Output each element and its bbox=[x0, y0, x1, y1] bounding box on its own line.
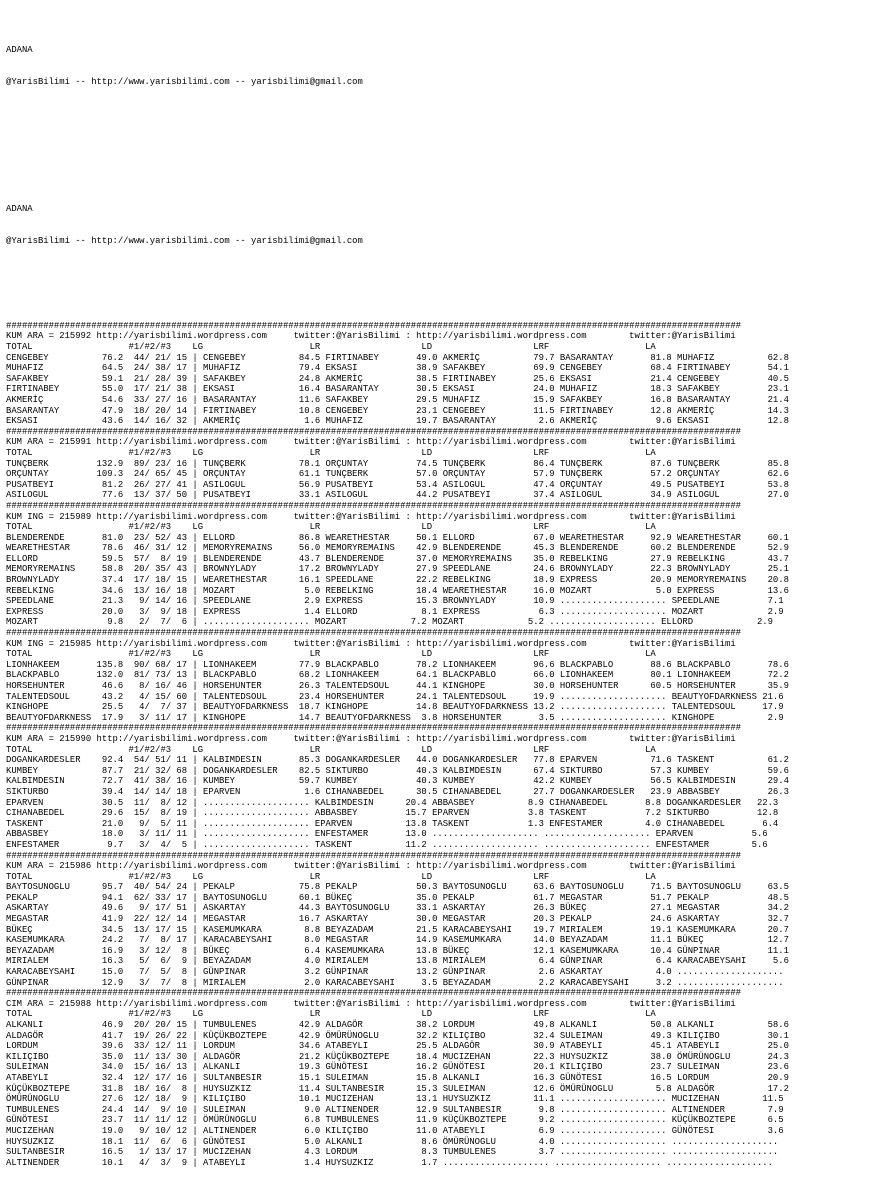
table-row: BROWNYLADY 37.4 17/ 18/ 15 | WEARETHESTAR 16.1 SPEEDLANE 22.2 REBELKING 18.9 EXPRESS 20.9 MEMORYREMAINS 20.8 bbox=[6, 575, 789, 586]
race-section bbox=[6, 321, 884, 427]
table-row: BEYAZADAM 16.9 3/ 12/ 8 | BÜKEÇ 6.4 KASEMUMKARA 13.8 BÜKEÇ 12.1 KASEMUMKARA 10.4 GÜNPINAR 11.1 bbox=[6, 945, 789, 956]
table-row: ASILOGUL 77.6 13/ 37/ 50 | PUSATBEYI 33.1 ASILOGUL 44.2 PUSATBEYI 37.4 ASILOGUL 34.9 ASILOGUL 27.0 bbox=[6, 490, 789, 501]
table-row: GÜNÖTESI 23.7 11/ 11/ 12 | ÖMÜRÜNOGLU 6.8 TUMBULENES 11.9 KÜÇÜKBOZTEPE 9.2 .................... KÜÇÜKBOZTEPE 6.5 bbox=[6, 1115, 784, 1126]
table-row: BÜKEÇ 34.5 13/ 17/ 15 | KASEMUMKARA 8.8 BEYAZADAM 21.5 KARACABEYSAHI 19.7 MIRIALEM 19.1 KASEMUMKARA 20.7 bbox=[6, 924, 789, 935]
column-header-line: TOTAL #1/#2/#3 LG LR LD LRF LA bbox=[6, 871, 656, 882]
race-section bbox=[6, 988, 884, 1168]
table-row: LORDUM 39.6 33/ 12/ 11 | LORDUM 34.6 ATABEYLI 25.5 ALDAGÖR 30.9 ATABEYLI 45.1 ATABEYLI 25.0 bbox=[6, 1041, 789, 1052]
table-row: CENGEBEY 76.2 44/ 21/ 15 | CENGEBEY 84.5 FIRTINABEY 49.0 AKMERİÇ 79.7 BASARANTAY 81.8 MUHAFIZ 62.8 bbox=[6, 352, 789, 363]
table-row: ENFESTAMER 9.7 3/ 4/ 5 | .................... TASKENT 11.2 .................... .................... ENFESTAMER 5.6 bbox=[6, 839, 768, 850]
table-row: BLENDERENDE 81.0 23/ 52/ 43 | ELLORD 86.8 WEARETHESTAR 50.1 ELLORD 67.0 WEARETHESTAR 92.9 WEARETHESTAR 60.1 bbox=[6, 532, 789, 543]
table-row: GÜNPINAR 12.9 3/ 7/ 8 | MIRIALEM 2.0 KARACABEYSAHI 3.5 BEYAZADAM 2.2 KARACABEYSAHI 3.2 .................... bbox=[6, 977, 784, 988]
race-header-line: KUM ARA = 215991 http://yarisbilimi.wordpress.com twitter:@YarisBilimi : http://yarisbilimi.wordpress.com twitter:@YarisBilimi bbox=[6, 437, 736, 448]
race-sections bbox=[6, 321, 884, 1169]
table-row: BASARANTAY 47.9 18/ 20/ 14 | FIRTINABEY 10.8 CENGEBEY 23.1 CENGEBEY 11.5 FIRTINABEY 12.8 AKMERİÇ 14.3 bbox=[6, 405, 789, 416]
table-row: EPARVEN 30.5 11/ 8/ 12 | .................... KALBIMDESIN 20.4 ABBASBEY 8.9 CIHANABEDEL 8.8 DOGANKARDESLER 22.3 bbox=[6, 797, 779, 808]
column-header-line: TOTAL #1/#2/#3 LG LR LD LRF LA bbox=[6, 744, 656, 755]
table-row: TUMBULENES 24.4 14/ 9/ 10 | SULEIMAN 9.0 ALTINENDER 12.9 SULTANBESIR 9.8 .................... ALTINENDER 7.9 bbox=[6, 1104, 784, 1115]
race-header-line: KUM ING = 215989 http://yarisbilimi.wordpress.com twitter:@YarisBilimi : http://yarisbilimi.wordpress.com twitter:@YarisBilimi bbox=[6, 511, 736, 522]
table-row: BEAUTYOFDARKNESS 17.9 3/ 11/ 17 | KINGHOPE 14.7 BEAUTYOFDARKNESS 3.8 HORSEHUNTER 3.5 .................... KINGHOPE 2.9 bbox=[6, 712, 784, 723]
table-row: MUHAFIZ 64.5 24/ 38/ 17 | MUHAFIZ 79.4 EKSASI 38.9 SAFAKBEY 69.9 CENGEBEY 68.4 FIRTINABEY 54.1 bbox=[6, 363, 789, 374]
separator-line: ########################################################################################################################################## bbox=[6, 500, 741, 511]
column-header-line: TOTAL #1/#2/#3 LG LR LD LRF LA bbox=[6, 649, 656, 660]
table-row: TASKENT 21.0 9/ 5/ 11 | .................... EPARVEN 13.8 TASKENT 1.3 ENFESTAMER 4.0 CIHANABEDEL 6.4 bbox=[6, 818, 779, 829]
table-row: REBELKING 34.6 13/ 16/ 18 | MOZART 5.0 REBELKING 18.4 WEARETHESTAR 16.0 MOZART 5.0 EXPRESS 13.6 bbox=[6, 585, 789, 596]
table-row: TALENTEDSOUL 43.2 4/ 15/ 60 | TALENTEDSOUL 23.4 HORSEHUNTER 24.1 TALENTEDSOUL 19.9 .................... BEAUTYOFDARKNESS 21.6 bbox=[6, 691, 784, 702]
race-section bbox=[6, 628, 884, 723]
table-row: KARACABEYSAHI 15.0 7/ 5/ 8 | GÜNPINAR 3.2 GÜNPINAR 13.2 GÜNPINAR 2.6 ASKARTAY 4.0 .................... bbox=[6, 967, 784, 978]
table-row: EKSASI 43.6 14/ 16/ 32 | AKMERİÇ 1.6 MUHAFIZ 19.7 BASARANTAY 2.6 AKMERİÇ 9.6 EKSASI 12.8 bbox=[6, 416, 789, 427]
race-header-line: KUM ING = 215985 http://yarisbilimi.wordpress.com twitter:@YarisBilimi : http://yarisbilimi.wordpress.com twitter:@YarisBilimi bbox=[6, 638, 736, 649]
table-row: ABBASBEY 18.0 3/ 11/ 11 | .................... ENFESTAMER 13.0 .................... .................... EPARVEN 5.6 bbox=[6, 829, 768, 840]
blank-line bbox=[6, 268, 884, 279]
table-row: KASEMUMKARA 24.2 7/ 8/ 17 | KARACABEYSAHI 8.0 MEGASTAR 14.9 KASEMUMKARA 14.0 BEYAZADAM 11.1 BÜKEÇ 12.7 bbox=[6, 935, 789, 946]
column-header-line: TOTAL #1/#2/#3 LG LR LD LRF LA bbox=[6, 342, 656, 352]
separator-line: ########################################################################################################################################## bbox=[6, 628, 741, 639]
table-row: SIKTURBO 39.4 14/ 14/ 18 | EPARVEN 1.6 CIHANABEDEL 30.5 CIHANABEDEL 27.7 DOGANKARDESLER 23.9 ABBASBEY 26.3 bbox=[6, 786, 789, 797]
race-section bbox=[6, 501, 884, 628]
table-row: KINGHOPE 25.5 4/ 7/ 37 | BEAUTYOFDARKNESS 18.7 KINGHOPE 14.8 BEAUTYOFDARKNESS 13.2 .................... TALENTEDSOUL 17.9 bbox=[6, 702, 784, 713]
top-header bbox=[6, 24, 884, 299]
separator-line: ########################################################################################################################################## bbox=[6, 723, 741, 734]
table-row: TUNÇBERK 132.9 89/ 23/ 16 | TUNÇBERK 78.1 ORÇUNTAY 74.5 TUNÇBERK 86.4 TUNÇBERK 87.6 TUNÇBERK 85.8 bbox=[6, 458, 789, 469]
race-header-line: CIM ARA = 215988 http://yarisbilimi.wordpress.com twitter:@YarisBilimi : http://yarisbilimi.wordpress.com twitter:@YarisBilimi bbox=[6, 998, 736, 1009]
site-contact-line-repeat: @YarisBilimi -- http://www.yarisbilimi.com -- yarisbilimi@gmail.com bbox=[6, 236, 363, 247]
table-row: HUYSUZKIZ 18.1 11/ 6/ 6 | GÜNÖTESI 5.0 ALKANLI 8.6 ÖMÜRÜNOGLU 4.0 .................... .................... bbox=[6, 1136, 779, 1147]
table-row: WEARETHESTAR 78.6 46/ 31/ 12 | MEMORYREMAINS 56.0 MEMORYREMAINS 42.9 BLENDERENDE 45.3 BLENDERENDE 60.2 BLENDERENDE 52.9 bbox=[6, 543, 789, 554]
table-row: KILIÇIBO 35.0 11/ 13/ 30 | ALDAGÖR 21.2 KÜÇÜKBOZTEPE 18.4 MUCIZEHAN 22.3 HUYSUZKIZ 38.0 ÖMÜRÜNOGLU 24.3 bbox=[6, 1051, 789, 1062]
table-row: ELLORD 59.5 57/ 8/ 19 | BLENDERENDE 43.7 BLENDERENDE 37.0 MEMORYREMAINS 35.0 REBELKING 27.9 REBELKING 43.7 bbox=[6, 553, 789, 564]
table-row: BLACKPABLO 132.0 81/ 73/ 13 | BLACKPABLO 68.2 LIONHAKEEM 64.1 BLACKPABLO 66.0 LIONHAKEEM 80.1 LIONHAKEEM 72.2 bbox=[6, 670, 789, 681]
blank-line bbox=[6, 109, 884, 120]
separator-line: ########################################################################################################################################## bbox=[6, 850, 741, 861]
table-row: SULEIMAN 34.0 15/ 16/ 13 | ALKANLI 19.3 GÜNÖTESI 16.2 GÜNÖTESI 20.1 KILIÇIBO 23.7 SULEIMAN 23.6 bbox=[6, 1062, 789, 1073]
table-row: SAFAKBEY 59.1 21/ 28/ 39 | SAFAKBEY 24.8 AKMERİÇ 38.5 FIRTINABEY 25.6 EKSASI 21.4 CENGEBEY 40.5 bbox=[6, 373, 789, 384]
table-row: ASKARTAY 49.6 9/ 17/ 51 | ASKARTAY 44.3 BAYTOSUNOGLU 33.1 ASKARTAY 26.3 BÜKEÇ 27.1 MEGASTAR 34.2 bbox=[6, 903, 789, 914]
race-section bbox=[6, 427, 884, 501]
table-row: BAYTOSUNOGLU 95.7 40/ 54/ 24 | PEKALP 75.8 PEKALP 50.3 BAYTOSUNOGLU 63.6 BAYTOSUNOGLU 71.5 BAYTOSUNOGLU 63.5 bbox=[6, 882, 789, 893]
table-row: KALBIMDESIN 72.7 41/ 38/ 16 | KUMBEY 59.7 KUMBEY 40.3 KUMBEY 42.2 KUMBEY 56.5 KALBIMDESIN 29.4 bbox=[6, 776, 789, 787]
table-row: KUMBEY 87.7 21/ 32/ 68 | DOGANKARDESLER 82.5 SIKTURBO 40.3 KALBIMDESIN 67.4 SIKTURBO 57.3 KUMBEY 59.6 bbox=[6, 765, 789, 776]
table-row: MEGASTAR 41.9 22/ 12/ 14 | MEGASTAR 16.7 ASKARTAY 30.0 MEGASTAR 20.3 PEKALP 24.6 ASKARTAY 32.7 bbox=[6, 914, 789, 925]
table-row: FIRTINABEY 55.0 17/ 21/ 38 | EKSASI 16.4 BASARANTAY 30.5 EKSASI 24.0 MUHAFIZ 18.3 SAFAKBEY 23.1 bbox=[6, 384, 789, 395]
separator-line: ########################################################################################################################################## bbox=[6, 426, 741, 437]
table-row: SULTANBESIR 16.5 1/ 13/ 17 | MUCIZEHAN 4.3 LORDUM 8.3 TUMBULENES 3.7 .................... .................... bbox=[6, 1147, 779, 1158]
blank-line bbox=[6, 173, 884, 184]
race-header-line: KUM ARA = 215986 http://yarisbilimi.wordpress.com twitter:@YarisBilimi : http://yarisbilimi.wordpress.com twitter:@YarisBilimi bbox=[6, 861, 736, 872]
column-header-line: TOTAL #1/#2/#3 LG LR LD LRF LA bbox=[6, 1009, 656, 1020]
race-header-line: KUM ARA = 215990 http://yarisbilimi.wordpress.com twitter:@YarisBilimi : http://yarisbilimi.wordpress.com twitter:@YarisBilimi bbox=[6, 733, 736, 744]
table-row: SPEEDLANE 21.3 9/ 14/ 16 | SPEEDLANE 2.9 EXPRESS 15.3 BROWNYLADY 10.9 .................... SPEEDLANE 7.1 bbox=[6, 596, 784, 607]
table-row: KÜÇÜKBOZTEPE 31.8 18/ 16/ 8 | HUYSUZKIZ 11.4 SULTANBESIR 15.3 SULEIMAN 12.6 ÖMÜRÜNOGLU 5.8 ALDAGÖR 17.2 bbox=[6, 1083, 789, 1094]
table-row: MOZART 9.8 2/ 7/ 6 | .................... MOZART 7.2 MOZART 5.2 .................... ELLORD 2.9 bbox=[6, 617, 773, 628]
table-row: HORSEHUNTER 46.6 8/ 16/ 46 | HORSEHUNTER 26.3 TALENTEDSOUL 44.1 KINGHOPE 30.0 HORSEHUNTER 60.5 HORSEHUNTER 35.9 bbox=[6, 681, 789, 691]
race-section bbox=[6, 723, 884, 850]
table-row: ALTINENDER 10.1 4/ 3/ 9 | ATABEYLI 1.4 HUYSUZKIZ 1.7 .................... .................... .................... bbox=[6, 1157, 773, 1168]
city-title: ADANA bbox=[6, 45, 33, 56]
column-header-line: TOTAL #1/#2/#3 LG LR LD LRF LA bbox=[6, 447, 656, 458]
table-row: ORÇUNTAY 109.3 24/ 65/ 45 | ORÇUNTAY 61.1 TUNÇBERK 57.0 ORÇUNTAY 57.9 TUNÇBERK 57.2 ORÇUNTAY 62.6 bbox=[6, 469, 789, 480]
site-contact-line: @YarisBilimi -- http://www.yarisbilimi.com -- yarisbilimi@gmail.com bbox=[6, 77, 363, 88]
column-header-line: TOTAL #1/#2/#3 LG LR LD LRF LA bbox=[6, 522, 656, 533]
table-row: MUCIZEHAN 19.0 9/ 10/ 12 | ALTINENDER 6.0 KILIÇIBO 11.0 ATABEYLI 6.9 .................... GÜNÖTESI 3.6 bbox=[6, 1125, 784, 1136]
table-row: MEMORYREMAINS 58.8 20/ 35/ 43 | BROWNYLADY 17.2 BROWNYLADY 27.9 SPEEDLANE 24.6 BROWNYLADY 22.3 BROWNYLADY 25.1 bbox=[6, 564, 789, 575]
race-section bbox=[6, 851, 884, 989]
table-row: ALDAGÖR 41.7 19/ 26/ 22 | KÜÇÜKBOZTEPE 42.9 ÖMÜRÜNOGLU 32.2 KILIÇIBO 32.4 SULEIMAN 49.3 KILIÇIBO 30.1 bbox=[6, 1030, 789, 1041]
city-title-repeat: ADANA bbox=[6, 204, 33, 215]
table-row: AKMERİÇ 54.6 33/ 27/ 16 | BASARANTAY 11.6 SAFAKBEY 29.5 MUHAFIZ 15.9 SAFAKBEY 16.8 BASARANTAY 21.4 bbox=[6, 394, 789, 405]
race-header-line: KUM ARA = 215992 http://yarisbilimi.wordpress.com twitter:@YarisBilimi : http://yarisbilimi.wordpress.com twitter:@YarisBilimi bbox=[6, 331, 736, 342]
table-row: ALKANLI 46.9 20/ 20/ 15 | TUMBULENES 42.9 ALDAGÖR 38.2 LORDUM 49.8 ALKANLI 50.8 ALKANLI 58.6 bbox=[6, 1020, 789, 1030]
table-row: PEKALP 94.1 62/ 33/ 17 | BAYTOSUNOGLU 60.1 BÜKEÇ 35.0 PEKALP 61.7 MEGASTAR 51.7 PEKALP 48.5 bbox=[6, 892, 789, 903]
table-row: ÖMÜRÜNOGLU 27.6 12/ 18/ 9 | KILIÇIBO 10.1 MUCIZEHAN 13.1 HUYSUZKIZ 11.1 .................... MUCIZEHAN 11.5 bbox=[6, 1094, 784, 1105]
table-row: LIONHAKEEM 135.8 90/ 68/ 17 | LIONHAKEEM 77.9 BLACKPABLO 78.2 LIONHAKEEM 96.6 BLACKPABLO 88.6 BLACKPABLO 78.6 bbox=[6, 659, 789, 670]
blank-line bbox=[6, 141, 884, 152]
separator-line: ########################################################################################################################################## bbox=[6, 320, 741, 331]
table-row: EXPRESS 20.0 3/ 9/ 18 | EXPRESS 1.4 ELLORD 8.1 EXPRESS 6.3 .................... MOZART 2.9 bbox=[6, 606, 784, 617]
table-row: DOGANKARDESLER 92.4 54/ 51/ 11 | KALBIMDESIN 85.3 DOGANKARDESLER 44.0 DOGANKARDESLER 77.8 EPARVEN 71.6 TASKENT 61.2 bbox=[6, 755, 789, 766]
table-row: MIRIALEM 16.3 5/ 6/ 9 | BEYAZADAM 4.0 MIRIALEM 13.8 MIRIALEM 6.4 GÜNPINAR 6.4 KARACABEYSAHI 5.6 bbox=[6, 956, 789, 967]
table-row: ATABEYLI 32.4 12/ 17/ 16 | SULTANBESIR 15.1 SULEIMAN 15.8 ALKANLI 16.3 GÜNÖTESI 16.5 LORDUM 20.9 bbox=[6, 1072, 789, 1083]
table-row: PUSATBEYI 81.2 26/ 27/ 41 | ASILOGUL 56.9 PUSATBEYI 53.4 ASILOGUL 47.4 ORÇUNTAY 49.5 PUSATBEYI 53.8 bbox=[6, 479, 789, 490]
table-row: CIHANABEDEL 29.6 15/ 8/ 19 | .................... ABBASBEY 15.7 EPARVEN 3.8 TASKENT 7.2 SIKTURBO 12.8 bbox=[6, 808, 779, 819]
separator-line: ########################################################################################################################################## bbox=[6, 988, 741, 999]
